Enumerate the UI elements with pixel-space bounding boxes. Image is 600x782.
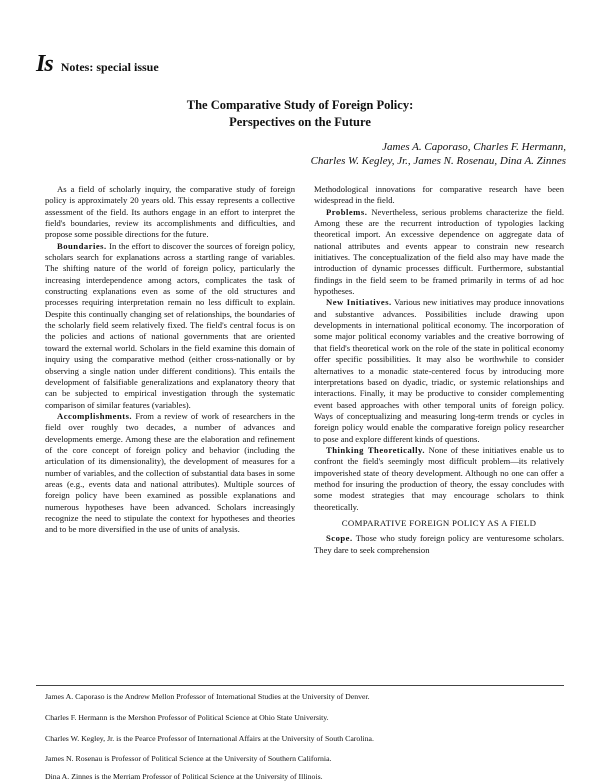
section-heading: COMPARATIVE FOREIGN POLICY AS A FIELD xyxy=(341,517,537,528)
boundaries-text: In the effort to discover the sources of foreign policy, scholars search for explanations across a startling range of variables. The shifting nature of the world of foreign policy, particularly the increasing interdependence among actors, complicates the task of constructing explanations even as some of the old structures and processes requiring interpretation remain no less difficult to explain. Despite this continually changing set of relationships, the boundaries of the scholarly field seem relatively fixed. The field's central focus is on the policies and actions of national governments that are oriented toward the external world. Scholars in the field examine this domain of inquiry using the comparative method (either cross-nationally or by observing a single nation under different conditions). This entails the development of falsifiable generalizations and explanatory theory that can be subjected to empirical investigation through the systematic comparison of similar features (variables). xyxy=(45,240,295,410)
continued-paragraph: Methodological innovations for comparative research have been widespread in the field. xyxy=(314,184,564,206)
accomplishments-text: From a review of work of researchers in the field over roughly two decades, a number of advances and developments emerge. Among these are the elaboration and refinement of the core concept of foreign policy and behavior (including the articulation of its dimensionality), the development of measures for a number of variables, and the collection of substantial data bases in some areas (e.g., events data and national attributes). Multiple sources of foreign policy have been examined as possible explanations and numerous hypotheses have been advanced. Scholars increasingly recognize the need to stipulate the context for hypotheses and theories and to be more diversified in the use of units of analysis. xyxy=(45,410,295,535)
article-title xyxy=(0,97,600,131)
right-column xyxy=(314,184,564,556)
title-line-2: Perspectives on the Future xyxy=(229,115,371,129)
problems-heading: Problems. xyxy=(326,206,368,217)
problems-text: Nevertheless, serious problems characterize the field. Among these are the recurrent introduction of typologies lacking theoretical import. An excessive dependence on aggregate data of national attributes and events appear to constrain new research initiatives. The conceptualization of the field also may have made the introduction of dynamic processes difficult. Furthermore, substantial findings in the field seem to be framed primarily in terms of ad hoc hypotheses. xyxy=(314,206,564,297)
footnote-kegley: Charles W. Kegley, Jr. is the Pearce Professor of International Affairs at the University of South Carolina. xyxy=(45,734,374,743)
theory-paragraph xyxy=(314,445,564,513)
footnote-caporaso: James A. Caporaso is the Andrew Mellon Professor of International Studies at the University of Denver. xyxy=(45,692,370,701)
journal-logo: Is xyxy=(36,51,53,77)
authors-line-2: Charles W. Kegley, Jr., James N. Rosenau, Dina A. Zinnes xyxy=(310,155,566,167)
title-line-1: The Comparative Study of Foreign Policy: xyxy=(186,98,414,112)
left-column xyxy=(45,184,295,536)
initiatives-heading: New Initiatives. xyxy=(326,297,392,308)
section-label: Notes: special issue xyxy=(60,60,159,74)
boundaries-heading: Boundaries. xyxy=(57,240,107,251)
footnote-divider xyxy=(36,685,564,686)
scope-heading: Scope. xyxy=(326,533,353,544)
accomplishments-paragraph xyxy=(45,411,295,536)
theory-text: None of these initiatives enable us to confront the field's seemingly most difficult problem—its relatively impoverished state of theory development. Although no one can offer a method for insuring the production of theory, the essay concludes with some modest strategies that may encourage scholars to think theoretically. xyxy=(314,444,564,512)
problems-paragraph xyxy=(314,207,564,298)
authors-line-1: James A. Caporaso, Charles F. Hermann, xyxy=(382,141,566,153)
footnote-zinnes: Dina A. Zinnes is the Merriam Professor of Political Science at the University of Illinois. xyxy=(45,772,323,781)
scope-paragraph xyxy=(314,533,564,556)
intro-paragraph: As a field of scholarly inquiry, the comparative study of foreign policy is approximately 20 years old. This essay represents a collective assessment of the field. Its authors engage in an effort to interpret the field's boundaries, review its accomplishments and difficulties, and propose some possible directions for the future. xyxy=(45,184,295,240)
initiatives-paragraph xyxy=(314,297,564,444)
boundaries-paragraph xyxy=(45,241,295,411)
footnote-rosenau: James N. Rosenau is Professor of Political Science at the University of Southern California. xyxy=(45,754,332,763)
initiatives-text: Various new initiatives may produce innovations and substantive advances. Possibilities include drawing upon developments in international political economy. The incorporation of some major political economy variables and the creative borrowing of that field's theoretical work on the role of the state in political economy offer specific possibilities. It may also be worthwhile to consider alternatives to a monadic state-centered focus by introducing more interpretations based on dyadic, triadic, or systemic relationships and interactions. Finally, it may be productive to consider complementing event based approaches with other temporal units of foreign policy. Ways of conceptualizing and measuring long-term trends or cycles in foreign policy would enable the comparative foreign policy researcher to pose and explore different kinds of questions. xyxy=(314,297,564,444)
accomplishments-heading: Accomplishments. xyxy=(57,410,133,421)
scope-text: Those who study foreign policy are venturesome scholars. They dare to seek comprehension xyxy=(314,533,564,555)
journal-header xyxy=(36,52,159,76)
footnote-hermann: Charles F. Hermann is the Mershon Professor of Political Science at Ohio State University. xyxy=(45,713,329,722)
author-list xyxy=(311,140,566,168)
theory-heading: Thinking Theoretically. xyxy=(326,444,426,455)
